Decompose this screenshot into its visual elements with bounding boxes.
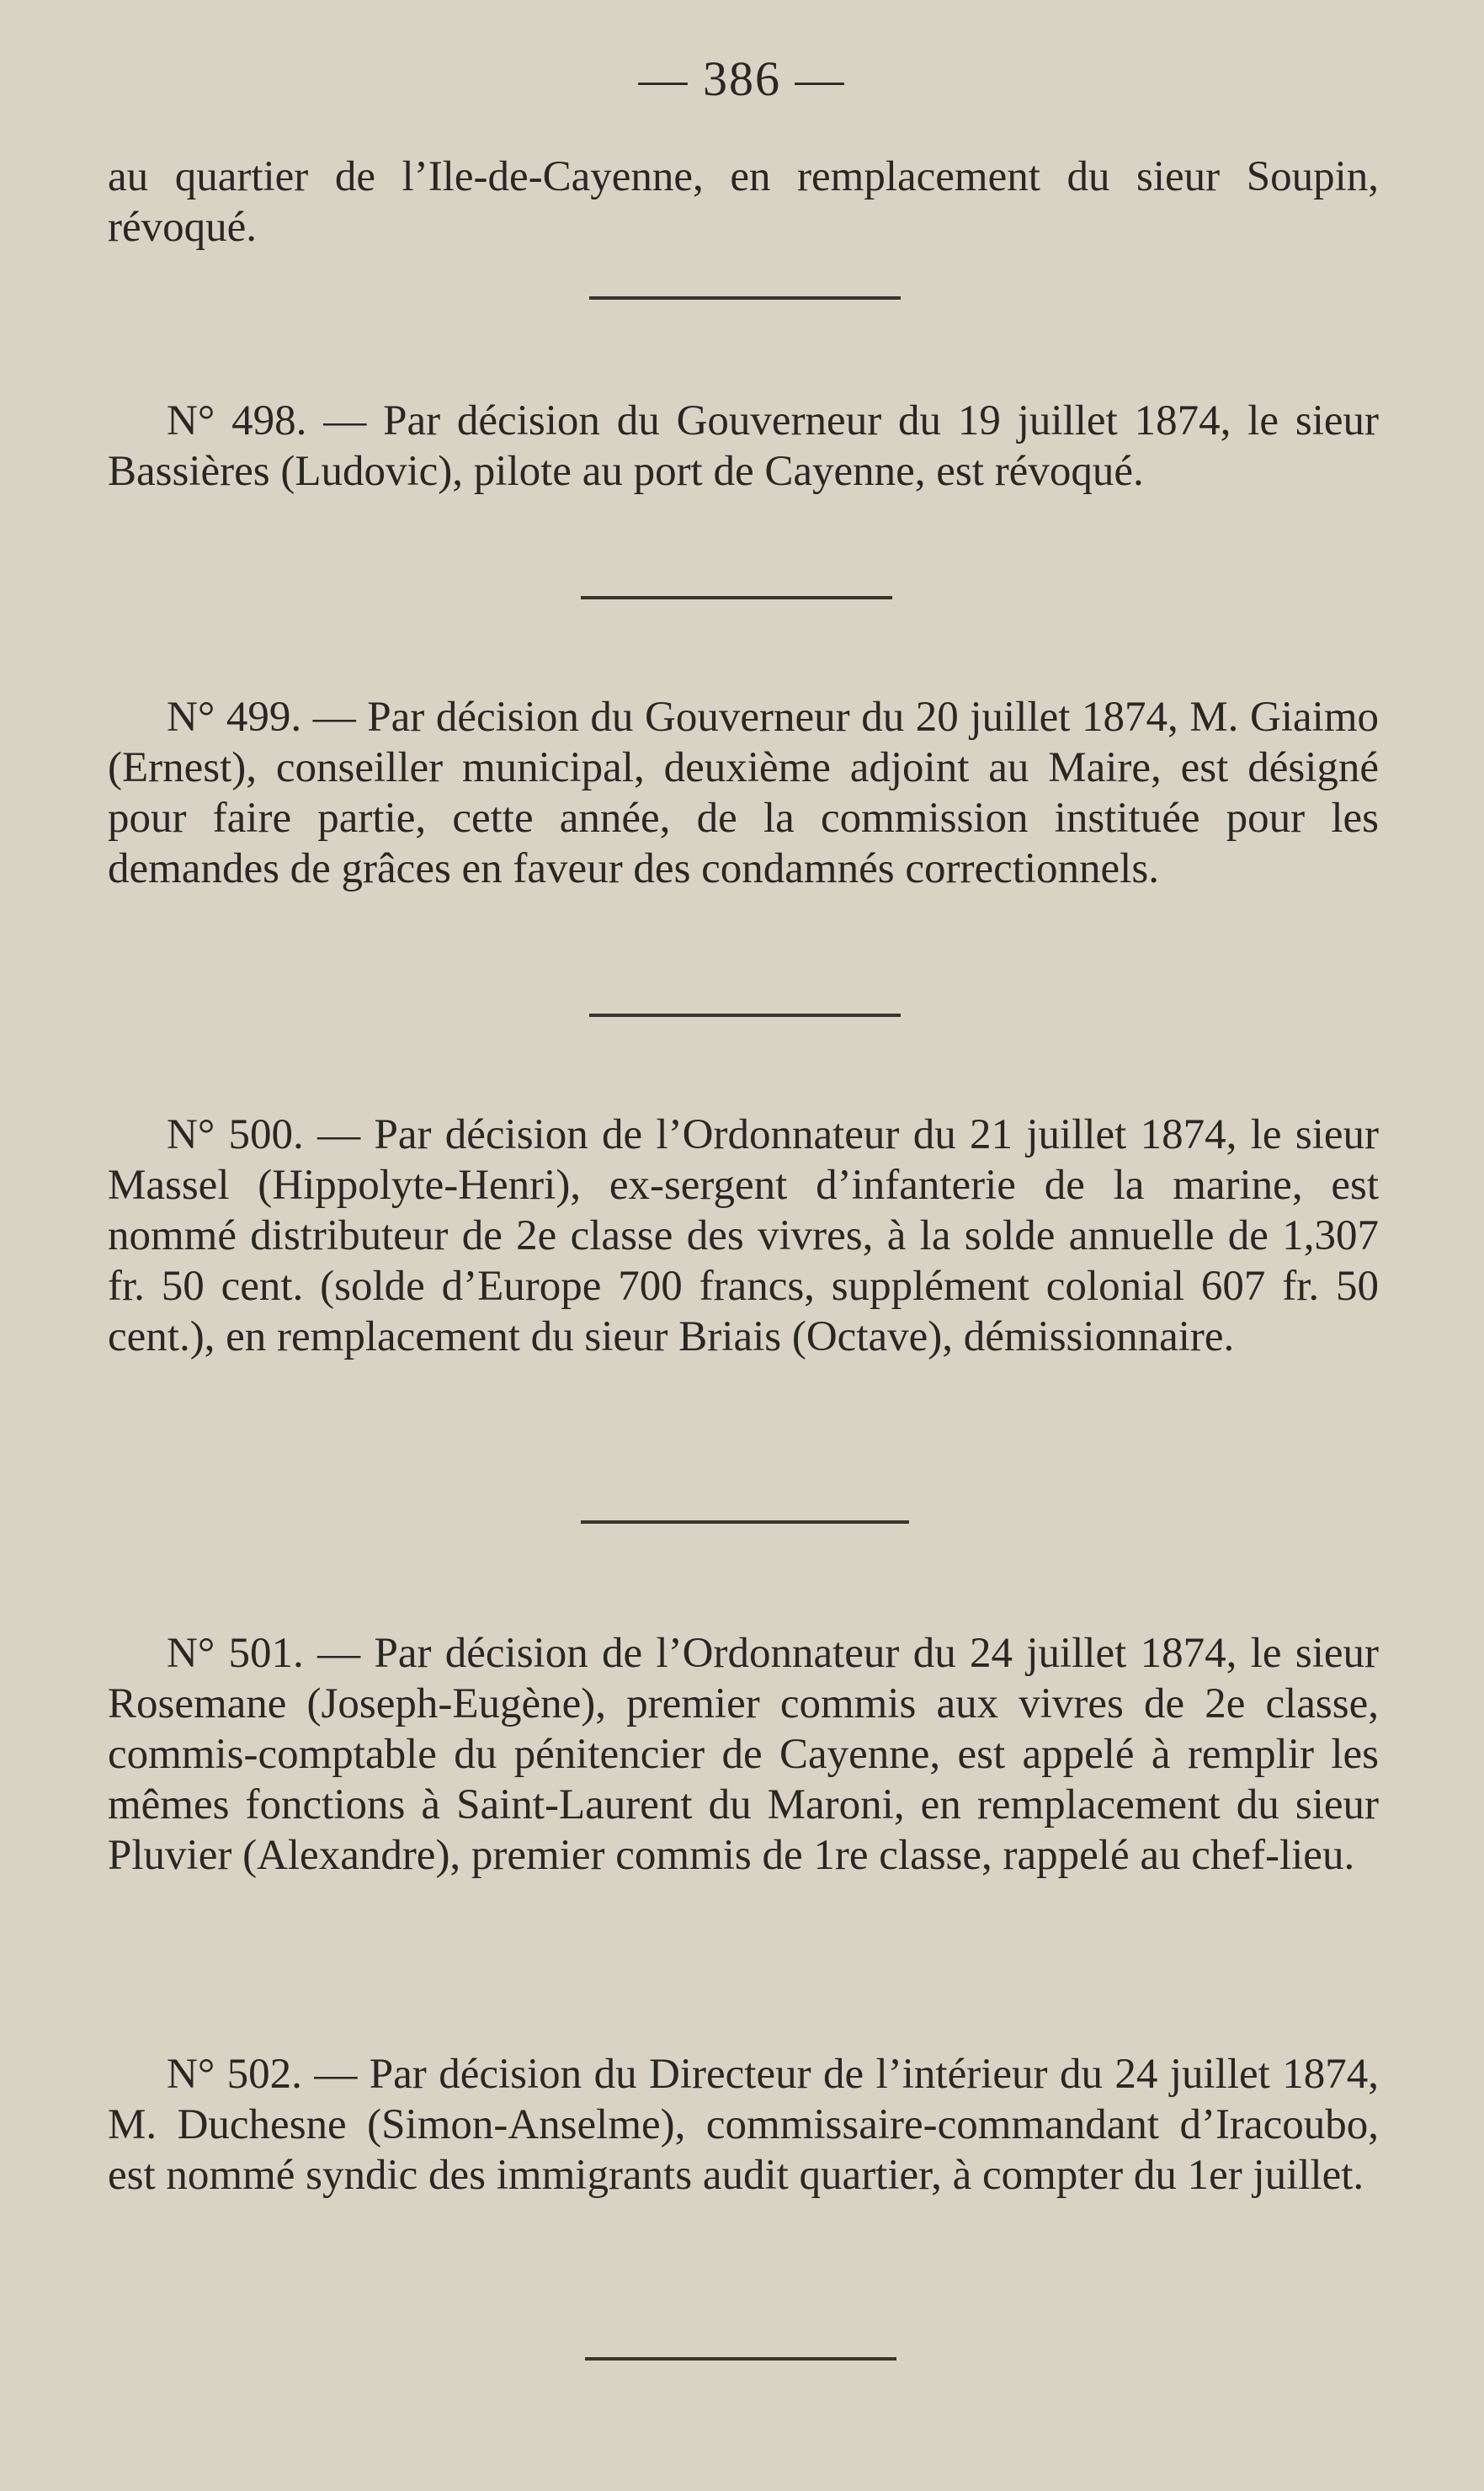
- decision-paragraph: [108, 692, 1379, 894]
- decision-text: — Par décision du Directeur de l’intérieur du 24 juillet 1874, M. Duchesne (Simon-Anselme), commissaire-commandant d’Iracoubo, est nommé syndic des immigrants audit quartier, à compter du 1er juillet.: [108, 2051, 1379, 2199]
- decision-number: N° 500.: [167, 1111, 304, 1158]
- separator-rule: [581, 1520, 909, 1524]
- separator-rule: [585, 2357, 896, 2361]
- continuation-paragraph: [108, 152, 1379, 253]
- decision-paragraph: [108, 1628, 1379, 1881]
- decision-text: — Par décision du Gouverneur du 20 juillet 1874, M. Giaimo (Ernest), conseiller municipal, deuxième adjoint au Maire, est désigné pour faire partie, cette année, de la commission instituée pour les demandes de grâces en faveur des condamnés correctionnels.: [108, 694, 1379, 892]
- decision-text: — Par décision du Gouverneur du 19 juillet 1874, le sieur Bassières (Ludovic), pilote au port de Cayenne, est révoqué.: [108, 397, 1380, 495]
- decision-paragraph: [108, 2049, 1379, 2201]
- decision-text: — Par décision de l’Ordonnateur du 21 juillet 1874, le sieur Massel (Hippolyte-Henri), ex-sergent d’infanterie de la marine, est nommé distributeur de 2e classe des vivres, à la solde annuelle de 1,307 fr. 50 cent. (solde d’Europe 700 francs, supplément colonial 607 fr. 50 cent.), en remplacement du sieur Briais (Octave), démissionnaire.: [108, 1111, 1380, 1360]
- decision-entry: [108, 692, 1379, 894]
- decision-paragraph: [108, 1110, 1379, 1362]
- separator-rule: [589, 1014, 901, 1017]
- decision-number: N° 502.: [167, 2051, 302, 2098]
- decision-entry: [108, 2049, 1379, 2201]
- decision-number: N° 499.: [167, 694, 302, 741]
- decision-entry: [108, 1628, 1379, 1881]
- page-number: — 386 —: [638, 51, 846, 106]
- separator-rule: [581, 596, 892, 599]
- separator-rule: [589, 296, 901, 300]
- decision-entry: [108, 1110, 1379, 1362]
- continuation-text: au quartier de l’Ile-de-Cayenne, en remplacement du sieur Soupin, révoqué.: [108, 153, 1379, 251]
- decision-paragraph: [108, 396, 1379, 497]
- decision-number: N° 498.: [167, 397, 307, 444]
- decision-entry: [108, 396, 1379, 497]
- decision-number: N° 501.: [167, 1630, 304, 1677]
- decision-text: — Par décision de l’Ordonnateur du 24 juillet 1874, le sieur Rosemane (Joseph-Eugène), premier commis aux vivres de 2e classe, commis-comptable du pénitencier de Cayenne, est appelé à remplir les mêmes fonctions à Saint-Laurent du Maroni, en remplacement du sieur Pluvier (Alexandre), premier commis de 1re classe, rappelé au chef-lieu.: [108, 1630, 1380, 1879]
